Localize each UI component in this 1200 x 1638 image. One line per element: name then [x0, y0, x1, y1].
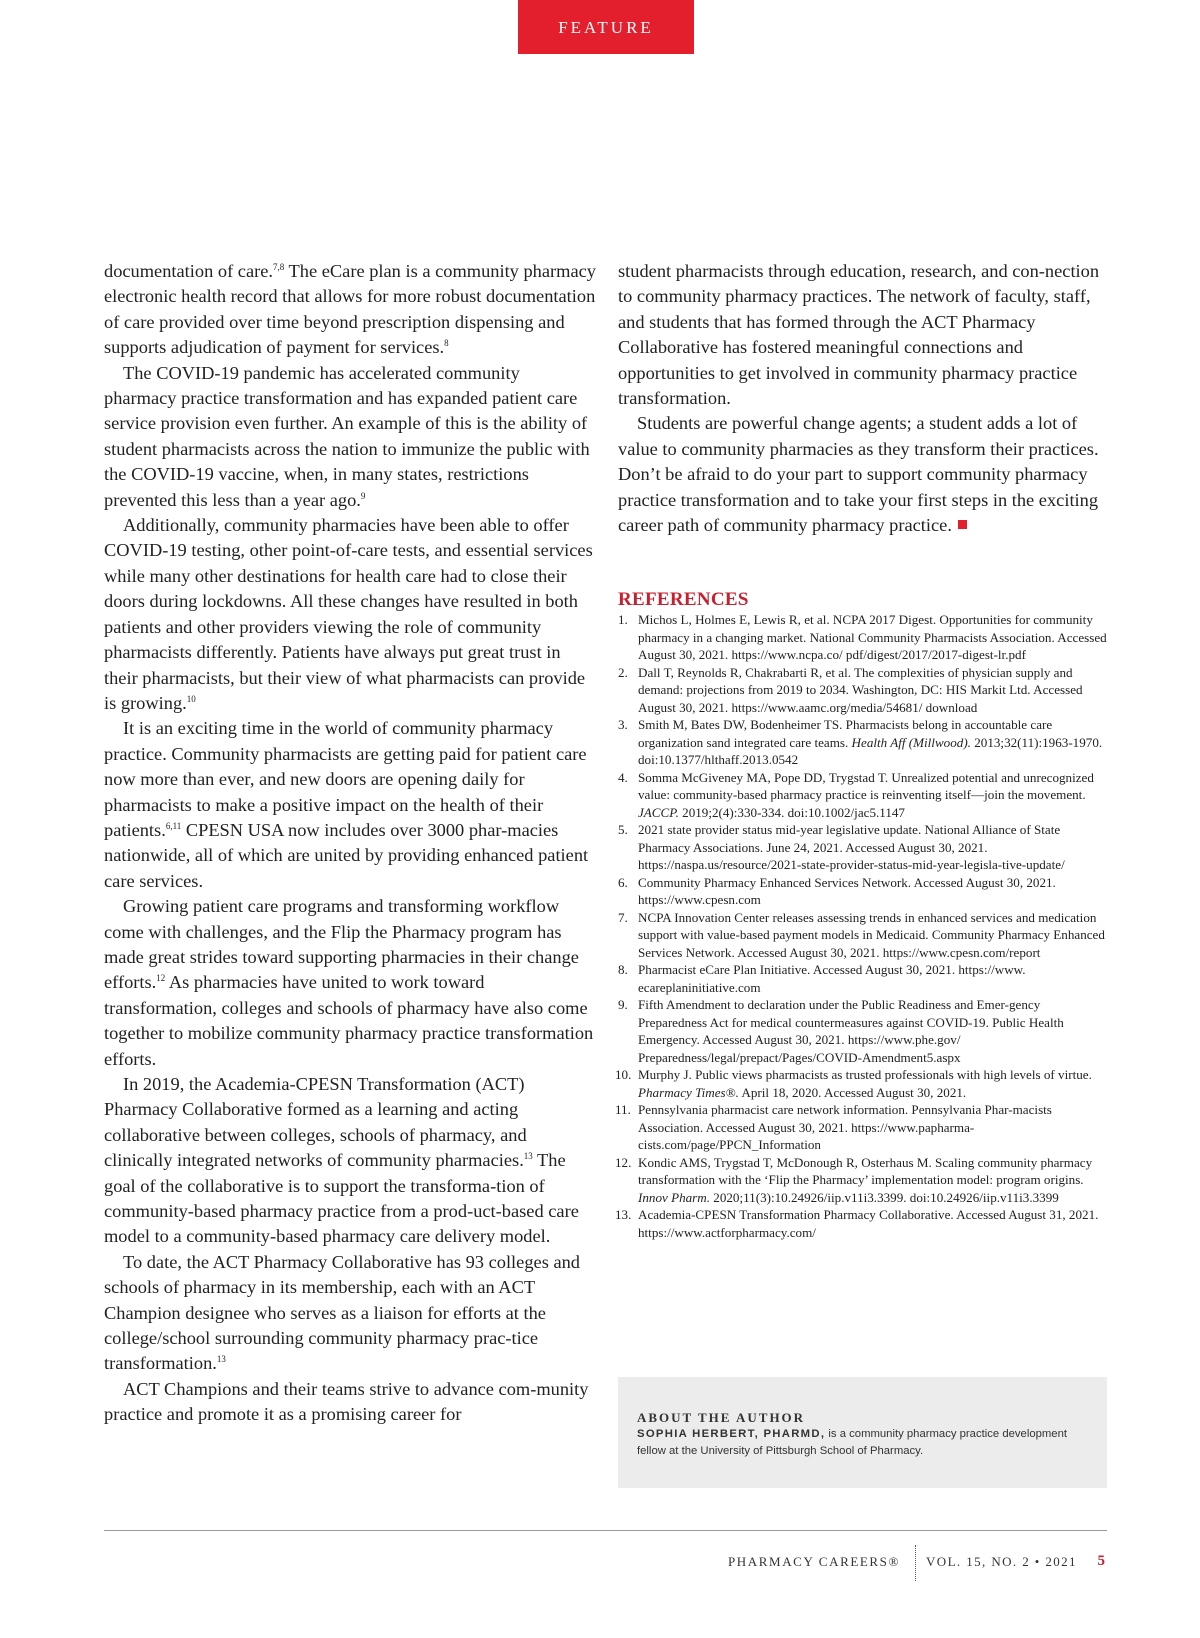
reference-number: 4.	[618, 769, 628, 785]
reference-number: 5.	[618, 822, 628, 837]
about-author-box	[618, 1377, 1107, 1488]
footer-divider	[104, 1530, 1107, 1531]
paragraph: Students are powerful change agents; a student adds a lot of value to community pharmacies as they transform their practices. Don’t be afraid to do your part to support community pharmacy practice transformation and to take your first steps in the exciting career path of community pharmacy practice.	[618, 413, 1099, 536]
reference-item: 6. Community Pharmacy Enhanced Services Network. Accessed August 30, 2021. https://www.cpesn.com	[618, 874, 1056, 907]
reference-item: 10. Murphy J. Public views pharmacists as trusted professionals with high levels of virtue. Pharmacy Times®. April 18, 2020. Accessed August 30, 2021.	[615, 1067, 1092, 1100]
paragraph: documentation of care.$^{7,8}$ The eCare plan is a community pharmacy electronic health record that allows for more robust documentation of care provided over time beyond prescription dispensing and supports adjudication of payment for services.$^8$	[104, 261, 596, 358]
reference-number: 2.	[618, 664, 628, 680]
reference-number: 1.	[618, 612, 628, 627]
end-of-article-mark-icon	[958, 520, 967, 529]
feature-section-tab: FEATURE	[518, 0, 694, 54]
paragraph: The COVID-19 pandemic has accelerated community pharmacy practice transformation and has expanded patient care service provision even further. An example of this is the ability of student pharmacists across the nation to immunize the public with the COVID-19 vaccine, when, in many states, restrictions prevented this less than a year ago.$^9$	[104, 362, 590, 510]
paragraph: In 2019, the Academia-CPESN Transformation (ACT) Pharmacy Collaborative formed as a learning and acting collaborative between colleges, schools of pharmacy, and clinically integrated networks of community pharmacies.$^{13}$ The goal of the collaborative is to support the transforma-tion of community-based pharmacy practice from a prod-uct-based care model to a community-based pharmacy care delivery model.	[104, 1074, 579, 1247]
reference-item: 7. NCPA Innovation Center releases assessing trends in enhanced services and medication support with value-based payment models in Medicaid. Community Pharmacy Enhanced Services Network. Accessed August 30, 2021. https://www.cpesn.com/report	[618, 909, 1105, 960]
paragraph: To date, the ACT Pharmacy Collaborative has 93 colleges and schools of pharmacy in its membership, each with an ACT Champion designee who serves as a liaison for efforts at the college/school surrounding community pharmacy prac-tice transformation.$^{13}$	[104, 1251, 580, 1374]
paragraph: student pharmacists through education, research, and con-nection to community pharmacy practices. The network of faculty, staff, and students that has formed through the ACT Pharmacy Collaborative has fostered meaningful connections and opportunities to get involved in community pharmacy practice transformation.	[618, 261, 1100, 409]
article-left-column	[104, 259, 596, 1428]
reference-number: 9.	[618, 997, 628, 1012]
author-name: SOPHIA HERBERT, PHARMD,	[637, 1428, 826, 1440]
paragraph: It is an exciting time in the world of community pharmacy practice. Community pharmacists are getting paid for patient care now more than ever, and new doors are opening daily for pharmacists to make a positive impact on the health of their patients.$^{6,11}$ CPESN USA now includes over 3000 phar-macies nationwide, all of which are united by providing enhanced patient care services.	[104, 718, 589, 891]
reference-item: 13. Academia-CPESN Transformation Pharmacy Collaborative. Accessed August 31, 2021. https://www.actforpharmacy.com/	[615, 1207, 1099, 1240]
reference-number: 7.	[618, 909, 628, 925]
paragraph: Growing patient care programs and transforming workflow come with challenges, and the Flip the Pharmacy program has made great strides toward supporting pharmacies in their change efforts.$^{12}$ As pharmacies have united to work toward transformation, colleges and schools of pharmacy have also come together to mobilize community pharmacy practice transformation efforts.	[104, 896, 594, 1069]
reference-item: 1. Michos L, Holmes E, Lewis R, et al. NCPA 2017 Digest. Opportunities for community pharmacy in a changing market. National Community Pharmacists Association. Accessed August 30, 2021. https://www.ncpa.co/ pdf/digest/2017/2017-digest-lr.pdf	[618, 612, 1107, 662]
author-bio: SOPHIA HERBERT, PHARMD, is a community pharmacy practice development fellow at the University of Pittsburgh School of Pharmacy.	[637, 1428, 1068, 1457]
paragraph: Additionally, community pharmacies have been able to offer COVID-19 testing, other point-of-care tests, and essential services while many other destinations for health care had to close their doors during lockdowns. All these changes have resulted in both patients and other providers viewing the role of community pharmacists differently. Patients have always put great trust in their pharmacists, but their view of what pharmacists can provide is growing.$^{10}$	[104, 515, 593, 713]
references-heading: REFERENCES	[618, 589, 749, 610]
references-list	[615, 611, 1110, 1241]
reference-number: 11.	[615, 1102, 631, 1117]
publication-name: PHARMACY CAREERS®	[727, 1554, 900, 1569]
page-footer	[104, 1552, 1107, 1582]
about-author-heading: ABOUT THE AUTHOR	[637, 1410, 806, 1425]
reference-number: 12.	[615, 1154, 632, 1170]
reference-item: 5. 2021 state provider status mid-year legislative update. National Alliance of State Pharmacy Associations. June 24, 2021. Accessed August 30, 2021. https://naspa.us/resource/2021-state-provider-status-mid-year-legisla-tive-update/	[618, 822, 1065, 872]
page-number: 5	[1097, 1553, 1105, 1569]
reference-item: 9. Fifth Amendment to declaration under the Public Readiness and Emer-gency Preparedness Act for medical countermeasures against COVID-19. Public Health Emergency. Accessed August 30, 2021. https://www.phe.gov/ Preparedness/legal/prepact/Pages/COVID-Amendment5.aspx	[618, 997, 1064, 1065]
reference-item: 4. Somma McGiveney MA, Pope DD, Trygstad T. Unrealized potential and unrecognized value: community-based pharmacy practice is reinventing itself—join the movement. JACCP. 2019;2(4):330-334. doi:10.1002/jac5.1147	[618, 769, 1094, 820]
reference-number: 10.	[615, 1067, 632, 1082]
paragraph: ACT Champions and their teams strive to advance com-munity practice and promote it as a promising career for	[104, 1378, 589, 1425]
reference-item: 3. Smith M, Bates DW, Bodenheimer TS. Pharmacists belong in accountable care organization sand integrated care teams. Health Aff (Millwood). 2013;32(11):1963-1970. doi:10.1377/hlthaff.2013.0542	[618, 717, 1103, 767]
reference-item: 12. Kondic AMS, Trygstad T, McDonough R, Osterhaus M. Scaling community pharmacy transformation with the ‘Flip the Pharmacy’ implementation model: program origins. Innov Pharm. 2020;11(3):10.24926/iip.v11i3.3399. doi:10.24926/iip.v11i3.3399	[615, 1154, 1093, 1205]
reference-number: 6.	[618, 874, 628, 890]
reference-item: 2. Dall T, Reynolds R, Chakrabarti R, et al. The complexities of physician supply and demand: projections from 2019 to 2034. Washington, DC: HIS Markit Ltd. Accessed August 30, 2021. https://www.aamc.org/media/54681/ download	[618, 664, 1083, 715]
issue-info: VOL. 15, NO. 2 • 2021	[926, 1554, 1077, 1569]
reference-number: 13.	[615, 1207, 632, 1222]
footer-separator	[915, 1545, 916, 1581]
reference-number: 8.	[618, 962, 628, 977]
reference-item: 11. Pennsylvania pharmacist care network information. Pennsylvania Phar-macists Association. Accessed August 30, 2021. https://www.papharma-cists.com/page/PPCN_Information	[615, 1102, 1052, 1152]
reference-item: 8. Pharmacist eCare Plan Initiative. Accessed August 30, 2021. https://www. ecareplaninitiative.com	[618, 962, 1026, 995]
article-right-column	[618, 259, 1108, 538]
reference-number: 3.	[618, 717, 628, 732]
